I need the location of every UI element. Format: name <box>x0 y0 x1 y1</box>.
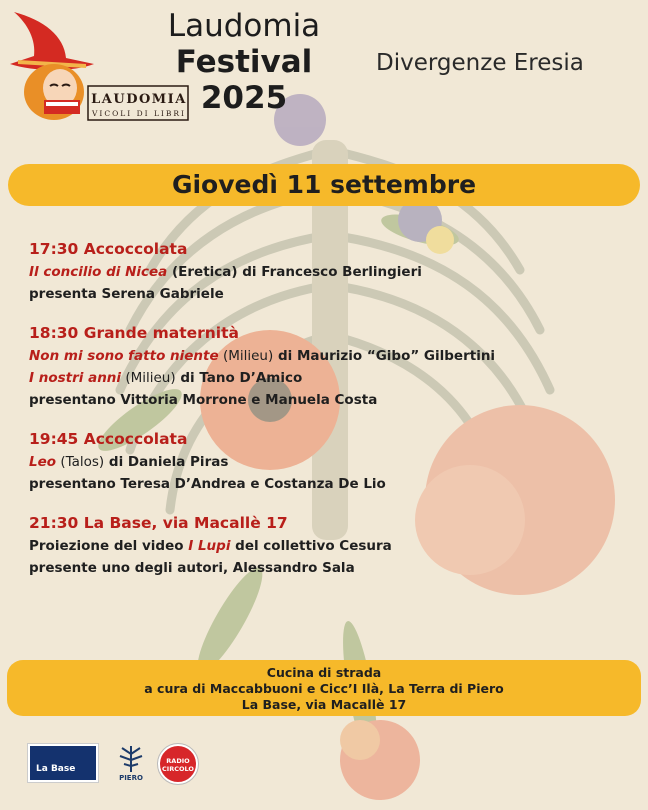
logo-wordmark: LAUDOMIA <box>91 92 187 107</box>
book-publisher: (Milieu) <box>121 370 176 386</box>
title-line-1: Laudomia <box>167 8 321 44</box>
event-heading: 21:30 La Base, via Macallè 17 <box>29 514 288 532</box>
festival-tagline: Divergenze Eresia <box>376 50 584 76</box>
screening-intro: Proiezione del video <box>29 538 189 554</box>
event-item <box>29 512 589 579</box>
event-program <box>29 238 589 596</box>
screening-details: del collettivo Cesura <box>230 538 392 554</box>
event-presenters: presenta Serena Gabriele <box>29 286 224 302</box>
tree-icon <box>116 744 146 774</box>
radio-logo-line-1: RADIO <box>166 757 190 765</box>
event-presenters: presentano Vittoria Morrone e Manuela Costa <box>29 392 378 408</box>
event-book-line <box>29 261 589 283</box>
book-title: I nostri anni <box>29 370 122 386</box>
festival-title <box>144 8 344 116</box>
book-title: Non mi sono fatto niente <box>29 348 219 364</box>
book-title: Il concilio di Nicea <box>29 264 168 280</box>
event-heading: 18:30 Grande maternità <box>29 324 239 342</box>
book-publisher: (Milieu) <box>218 348 274 364</box>
book-details: (Eretica) di Francesco Berlingieri <box>167 264 422 280</box>
date-banner: Giovedì 11 settembre <box>8 164 640 206</box>
event-heading: 19:45 Accoccolata <box>29 430 188 448</box>
book-title: Leo <box>29 454 57 470</box>
event-item <box>29 428 589 495</box>
video-title: I Lupi <box>188 538 231 554</box>
book-author: di Tano D’Amico <box>175 370 303 386</box>
food-banner <box>7 660 641 716</box>
logo-subtitle: VICOLI DI LIBRI <box>91 109 187 118</box>
piero-logo-text: PIERO <box>119 774 143 782</box>
event-book-line <box>29 367 589 389</box>
event-item <box>29 238 589 305</box>
food-line-1: Cucina di strada <box>266 665 382 680</box>
radio-logo-line-2: CIRCOLO <box>162 765 194 773</box>
event-presenters: presente uno degli autori, Alessandro Sala <box>29 560 355 576</box>
event-item <box>29 322 589 411</box>
labase-logo <box>28 744 98 782</box>
event-presenters: presentano Teresa D’Andrea e Costanza De Lio <box>29 476 386 492</box>
food-line-3: La Base, via Macallè 17 <box>241 697 407 712</box>
event-book-line <box>29 451 589 473</box>
event-heading: 17:30 Accoccolata <box>29 240 188 258</box>
book-publisher: (Talos) <box>56 454 105 470</box>
title-line-2: Festival <box>175 44 313 80</box>
book-author: di Daniela Piras <box>104 454 229 470</box>
terra-di-piero-logo <box>116 744 146 786</box>
event-screening-line <box>29 535 589 557</box>
labase-logo-text: La Base <box>36 764 76 774</box>
food-line-2: a cura di Maccabbuoni e Cicc’I Ilà, La Terra di Piero <box>144 681 504 696</box>
radio-circolo-logo <box>158 744 198 784</box>
event-book-line <box>29 345 589 367</box>
title-line-3: 2025 <box>200 80 288 116</box>
book-author: di Maurizio “Gibo” Gilbertini <box>273 348 496 364</box>
